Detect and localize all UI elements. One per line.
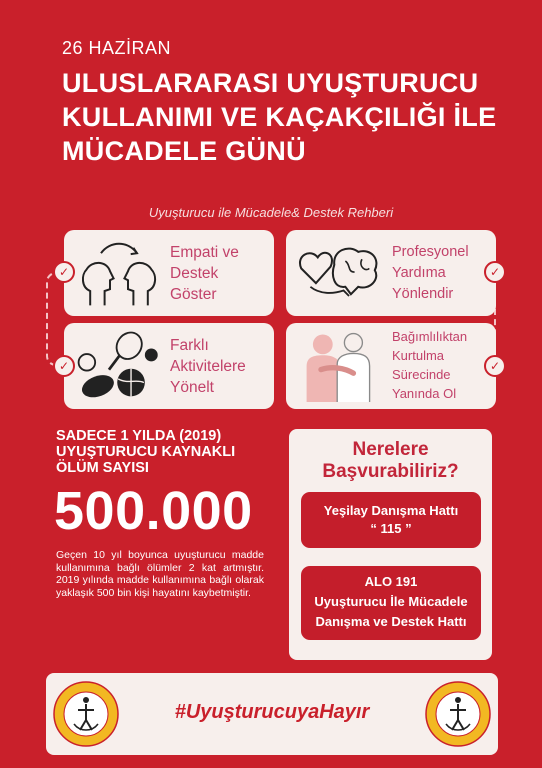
death-count: 500.000 [54,481,253,541]
title-line: MÜCADELE GÜNÜ [62,136,306,166]
check-icon: ✓ [484,355,506,377]
institution-logo-icon [424,680,492,748]
footer-banner [46,673,498,755]
brain-heart-icon [292,240,384,306]
stat-heading: SADECE 1 YILDA (2019) UYUŞTURUCU KAYNAKLI ÖLÜM SAYISI [56,428,236,476]
card-support [286,323,496,409]
card-label: Bağımlılıktan Kurtulma Sürecinde Yanında Ol [392,329,468,401]
check-icon: ✓ [484,261,506,283]
event-date: 26 HAZİRAN [62,38,172,58]
check-icon: ✓ [53,261,75,283]
check-icon: ✓ [53,355,75,377]
alo-191-hotline: ALO 191 Uyuşturucu İle Mücadele Danışma ve Destek Hattı [301,566,481,640]
card-empathy [64,230,274,316]
sports-balls-icon [74,327,166,405]
apply-heading: Nerelere Başvurabiliriz? [322,439,459,482]
card-label: Empati ve Destek Göster [170,244,239,303]
card-professional-help [286,230,496,316]
embrace-icon [294,327,384,405]
subtitle: Uyuşturucu ile Mücadele& Destek Rehberi [148,205,394,220]
where-to-apply-box [289,429,492,660]
card-label: Profesyonel Yardıma Yönlendir [392,244,469,302]
stat-description: Geçen 10 yıl boyunca uyuşturucu madde kullanımına bağlı ölümler 2 kat artmıştır. 2019 yılında madde kullanımına bağlı olarak yaklaşık 500 bin kişi hayatını kaybetmiştir. [56,549,264,599]
card-activities [64,323,274,409]
title-line: ULUSLARARASI UYUŞTURUCU [62,68,479,98]
hashtag: #UyuşturucuyaHayır [174,701,370,723]
yesilay-hotline: Yeşilay Danışma Hattı “ 115 ” [301,492,481,548]
page-title [62,66,502,168]
title-line: KULLANIMI VE KAÇAKÇILIĞI İLE [62,102,497,132]
card-label: Farklı Aktivitelere Yönelt [170,337,246,396]
heads-exchange-icon [74,236,164,310]
